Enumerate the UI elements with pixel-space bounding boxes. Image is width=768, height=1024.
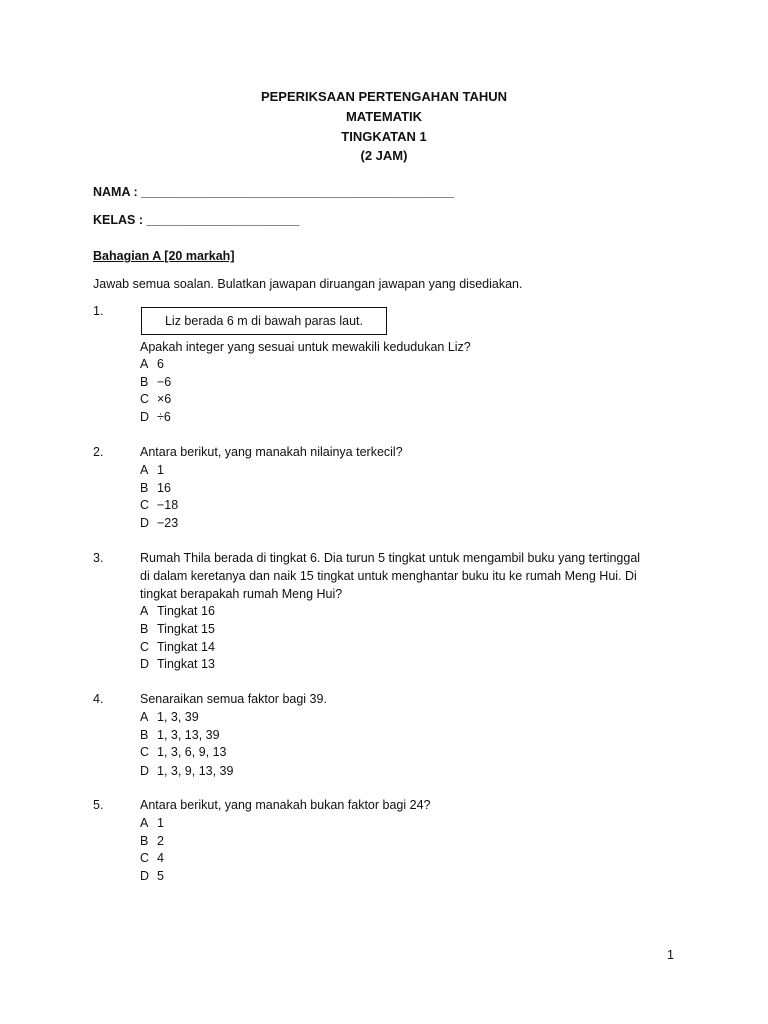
option-letter: C <box>140 498 150 512</box>
option-5a[interactable] <box>140 816 164 830</box>
option-letter: A <box>140 604 149 618</box>
question-3-line: Rumah Thila berada di tingkat 6. Dia turun 5 tingkat untuk mengambil buku yang tertinggal <box>140 551 641 565</box>
option-letter: B <box>140 622 149 636</box>
option-letter: B <box>140 728 149 742</box>
option-text: Tingkat 15 <box>157 622 215 636</box>
question-1-box <box>141 307 387 335</box>
option-letter: A <box>140 357 149 371</box>
option-text: 6 <box>157 357 164 371</box>
option-letter: C <box>140 640 150 654</box>
section-title: Bahagian A [20 markah] <box>93 249 235 263</box>
option-letter: C <box>140 392 150 406</box>
question-number: 3. <box>93 551 104 565</box>
name-field[interactable]: NAMA : _____________________________________________ <box>93 185 454 199</box>
option-text: 5 <box>157 869 164 883</box>
option-letter: C <box>140 851 150 865</box>
question-1-text: Apakah integer yang sesuai untuk mewakili kedudukan Liz? <box>140 340 471 354</box>
option-1b[interactable] <box>140 375 171 389</box>
question-1-boxed-text: Liz berada 6 m di bawah paras laut. <box>164 314 364 328</box>
option-4d[interactable] <box>140 764 233 778</box>
option-1c[interactable] <box>140 392 171 406</box>
option-3d[interactable] <box>140 657 215 671</box>
option-letter: D <box>140 410 150 424</box>
option-letter: D <box>140 657 150 671</box>
option-text: 1, 3, 6, 9, 13 <box>157 745 227 759</box>
question-3-line: di dalam keretanya dan naik 15 tingkat untuk menghantar buku itu ke rumah Meng Hui. Di <box>140 569 637 583</box>
option-text: 1, 3, 9, 13, 39 <box>157 764 234 778</box>
option-text: 1 <box>157 816 164 830</box>
question-number: 5. <box>93 798 104 812</box>
option-letter: C <box>140 745 150 759</box>
option-3b[interactable] <box>140 622 215 636</box>
question-3-line: tingkat berapakah rumah Meng Hui? <box>140 587 343 601</box>
option-text: ×6 <box>157 392 172 406</box>
option-letter: A <box>140 816 149 830</box>
option-1d[interactable] <box>140 410 171 424</box>
option-text: 16 <box>157 481 171 495</box>
option-2c[interactable] <box>140 498 178 512</box>
option-2b[interactable] <box>140 481 171 495</box>
option-text: 4 <box>157 851 164 865</box>
option-letter: D <box>140 516 150 530</box>
question-4-text: Senaraikan semua faktor bagi 39. <box>140 692 327 706</box>
question-2-text: Antara berikut, yang manakah nilainya terkecil? <box>140 445 403 459</box>
option-5c[interactable] <box>140 851 164 865</box>
option-text: Tingkat 14 <box>157 640 215 654</box>
option-letter: D <box>140 869 150 883</box>
subject-title: MATEMATIK <box>345 109 423 124</box>
option-2d[interactable] <box>140 516 178 530</box>
option-letter: B <box>140 481 149 495</box>
option-text: Tingkat 16 <box>157 604 215 618</box>
question-number: 1. <box>93 304 104 318</box>
option-2a[interactable] <box>140 463 164 477</box>
option-letter: B <box>140 834 149 848</box>
option-text: 1 <box>157 463 164 477</box>
option-1a[interactable] <box>140 357 164 371</box>
form-title: TINGKATAN 1 <box>341 129 427 144</box>
option-3c[interactable] <box>140 640 215 654</box>
option-5d[interactable] <box>140 869 164 883</box>
option-text: ÷6 <box>157 410 171 424</box>
option-text: 1, 3, 39 <box>157 710 199 724</box>
question-number: 2. <box>93 445 104 459</box>
option-text: 2 <box>157 834 164 848</box>
option-text: −23 <box>157 516 179 530</box>
question-5-text: Antara berikut, yang manakah bukan faktor bagi 24? <box>140 798 431 812</box>
section-instruction: Jawab semua soalan. Bulatkan jawapan diruangan jawapan yang disediakan. <box>93 277 523 291</box>
exam-title: PEPERIKSAAN PERTENGAHAN TAHUN <box>260 89 508 104</box>
duration-title: (2 JAM) <box>360 148 408 163</box>
option-text: −6 <box>157 375 172 389</box>
option-4c[interactable] <box>140 745 227 759</box>
option-4a[interactable] <box>140 710 199 724</box>
question-number: 4. <box>93 692 104 706</box>
option-5b[interactable] <box>140 834 164 848</box>
class-field[interactable]: KELAS : ______________________ <box>93 213 300 227</box>
option-4b[interactable] <box>140 728 220 742</box>
option-letter: A <box>140 710 149 724</box>
option-text: −18 <box>157 498 179 512</box>
option-text: Tingkat 13 <box>157 657 215 671</box>
option-letter: D <box>140 764 150 778</box>
option-letter: B <box>140 375 149 389</box>
option-letter: A <box>140 463 149 477</box>
option-3a[interactable] <box>140 604 215 618</box>
option-text: 1, 3, 13, 39 <box>157 728 220 742</box>
page-number: 1 <box>667 948 674 962</box>
